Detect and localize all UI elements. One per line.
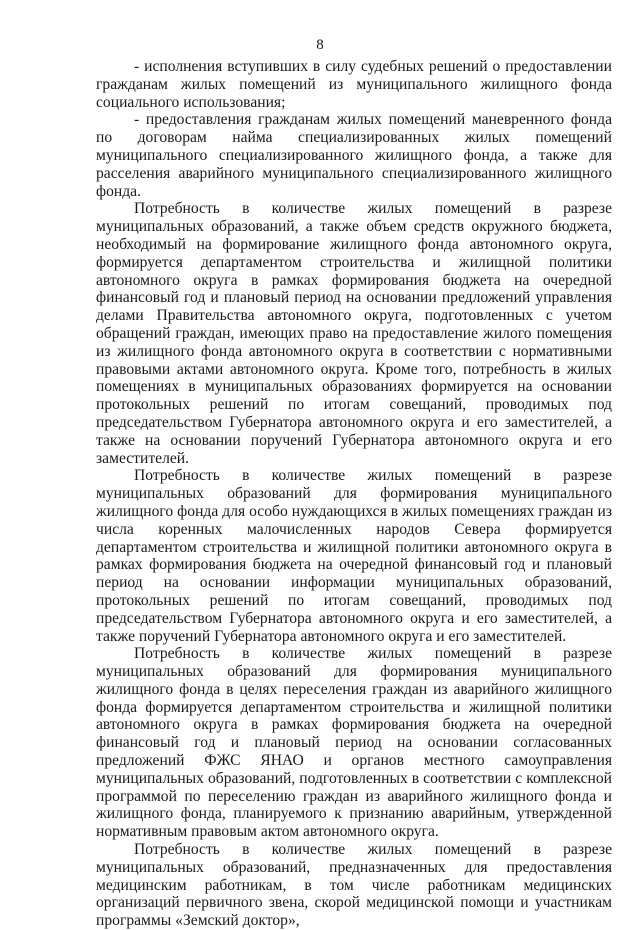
page-number: 8 xyxy=(316,37,324,53)
paragraph-resettlement: Потребность в количестве жилых помещений в разрезе муниципальных образований для формирования муниципального жилищного фонда в целях переселения граждан из аварийного жилищного фонда формируется департаментом строительства и жилищной политики автономного округа в рамках формирования бюджета на очередной финансовый год и плановый период на основании согласованных предложений ФЖС ЯНАО и органов местного самоуправления муниципальных образований, подготовленных в соответствии с комплексной программой по переселению граждан из аварийного жилищного фонда и жилищного фонда, планируемого к признанию аварийным, утвержденной нормативным правовым актом автономного округа. xyxy=(96,645,612,841)
paragraph-indigenous-peoples: Потребность в количестве жилых помещений в разрезе муниципальных образований для формирования муниципального жилищного фонда для особо нуждающихся в жилых помещениях граждан из числа коренных малочисленных народов Севера формируется департаментом строительства и жилищной политики автономного округа в рамках формирования бюджета на очередной финансовый год и плановый период на основании информации муниципальных образований, протокольных решений по итогам совещаний, проводимых под председательством Губернатора автономного округа и его заместителей, а также поручений Губернатора автономного округа и его заместителей. xyxy=(96,467,612,645)
body-text xyxy=(96,58,612,930)
list-item-court-decisions: - исполнения вступивших в силу судебных решений о предоставлении гражданам жилых помещений из муниципального жилищного фонда социального использования; xyxy=(96,58,612,111)
paragraph-medical-workers: Потребность в количестве жилых помещений в разрезе муниципальных образований, предназначенных для предоставления медицинским работникам, в том числе работникам медицинских организаций первичного звена, скорой медицинской помощи и участникам программы «Земский доктор», xyxy=(96,841,612,930)
list-item-maneuver-fund: - предоставления гражданам жилых помещений маневренного фонда по договорам найма специализированных жилых помещений муниципального специализированного жилищного фонда, а также для расселения аварийного муниципального специализированного жилищного фонда. xyxy=(96,111,612,200)
paragraph-housing-need-budget: Потребность в количестве жилых помещений в разрезе муниципальных образований, а также объем средств окружного бюджета, необходимый на формирование жилищного фонда автономного округа, формируется департаментом строительства и жилищной политики автономного округа в рамках формирования бюджета на очередной финансовый год и плановый период на основании предложений управления делами Правительства автономного округа, подготовленных с учетом обращений граждан, имеющих право на предоставление жилого помещения из жилищного фонда автономного округа в соответствии с нормативными правовыми актами автономного округа. Кроме того, потребность в жилых помещениях в муниципальных образованиях формируется на основании протокольных решений по итогам совещаний, проводимых под председательством Губернатора автономного округа и его заместителей, а также на основании поручений Губернатора автономного округа и его заместителей. xyxy=(96,200,612,467)
